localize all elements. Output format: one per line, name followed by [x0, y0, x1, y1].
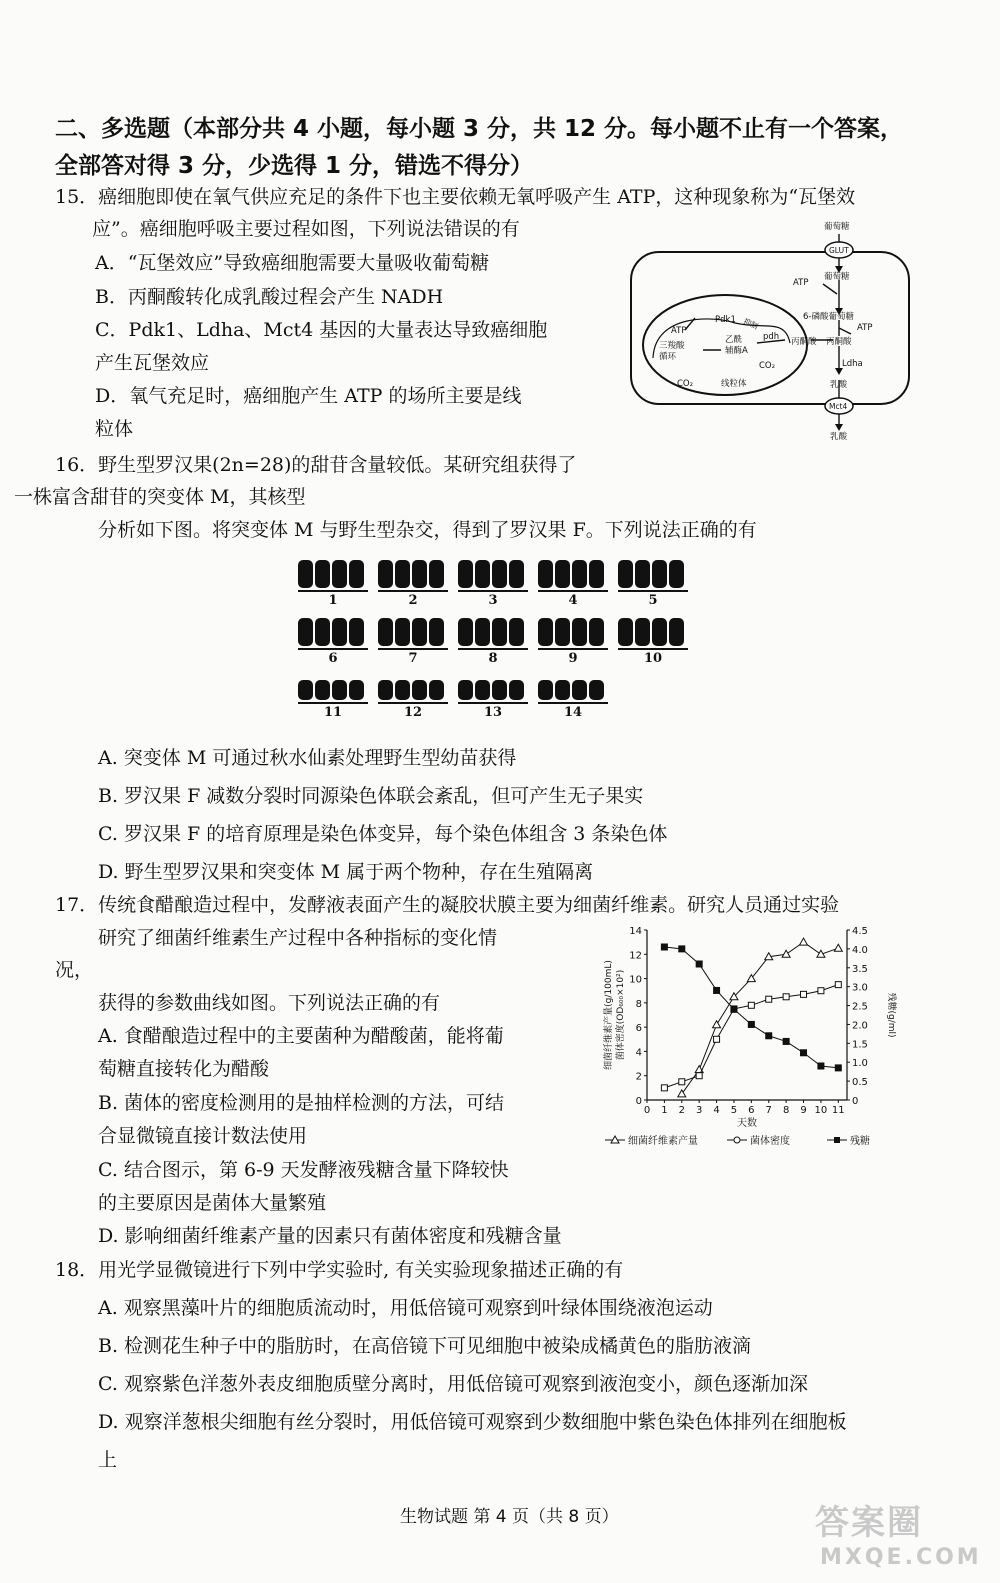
y-left-tick-label: 14 — [629, 926, 642, 937]
karyotype-figure — [290, 560, 710, 720]
y-axis-label-left: 细菌纤维素产量(g/100mL) — [604, 960, 614, 1070]
q17-option-d: D. 影响细菌纤维素产量的因素只有菌体密度和残糖含量 — [98, 1225, 562, 1247]
q16-option-d: D. 野生型罗汉果和突变体 M 属于两个物种，存在生殖隔离 — [98, 861, 594, 883]
x-tick-label: 4 — [713, 1105, 720, 1116]
chromosome — [429, 680, 444, 700]
q17-stem-line3: 况， — [55, 959, 94, 981]
q15-stem-line1: 15．癌细胞即使在氧气供应充足的条件下也主要依赖无氧呼吸产生 ATP，这种现象称为“瓦堡效 — [55, 186, 856, 208]
q16-option-b: B. 罗汉果 F 减数分裂时同源染色体联会紊乱，但可产生无子果实 — [98, 785, 644, 807]
chromosome — [492, 560, 507, 588]
label-ldha: Ldha — [842, 359, 863, 369]
data-point-sugar — [835, 1065, 841, 1071]
q15-option-c-line2: 产生瓦堡效应 — [95, 352, 210, 374]
legend-label: 菌体密度 — [750, 1136, 790, 1147]
chromosome — [378, 560, 393, 588]
karyotype-baseline — [458, 648, 528, 650]
chromosome — [429, 618, 444, 646]
q17-stem-line2: 研究了细菌纤维素生产过程中各种指标的变化情 — [98, 927, 498, 949]
label-pdh: pdh — [763, 332, 780, 342]
legend-marker-square — [834, 1137, 840, 1143]
label-glucose-outside: 葡萄糖 — [824, 222, 850, 232]
q16-stem-line1: 16．野生型罗汉果(2n=28)的甜苷含量较低。某研究组获得了 — [55, 454, 577, 476]
data-point-cellulose — [800, 938, 808, 945]
chromosome — [332, 680, 347, 700]
karyotype-baseline — [458, 702, 528, 704]
data-point-density — [661, 1085, 667, 1091]
chromosome — [475, 680, 490, 700]
karyotype-baseline — [538, 702, 608, 704]
label-pdk1: Pdk1 — [715, 315, 736, 325]
chromosome — [349, 560, 364, 588]
label-co2-2: CO₂ — [677, 379, 694, 389]
karyotype-group-1 — [298, 560, 370, 610]
y-right-tick-label: 4.5 — [852, 926, 868, 937]
karyotype-baseline — [378, 648, 448, 650]
label-tca-1: 三羧酸 — [659, 341, 685, 351]
watermark-url: MXQE.COM — [820, 1545, 982, 1570]
q17-option-a-line1: A. 食醋酿造过程中的主要菌种为醋酸菌，能将葡 — [98, 1025, 504, 1047]
data-point-density — [748, 1002, 754, 1008]
karyotype-label: 10 — [643, 651, 663, 666]
chromosome — [475, 618, 490, 646]
x-tick-label: 11 — [831, 1105, 845, 1116]
label-inhibit: 抑制 — [742, 316, 760, 332]
data-point-sugar — [696, 961, 702, 967]
karyotype-baseline — [378, 590, 448, 592]
x-tick-label: 3 — [695, 1105, 703, 1116]
chromosome — [572, 680, 587, 700]
y-axis-label-left-2: 菌体密度(OD₆₀₀×10²) — [616, 969, 626, 1061]
data-point-density — [835, 982, 841, 988]
karyotype-baseline — [378, 702, 448, 704]
chromosome — [555, 618, 570, 646]
series-line-1 — [664, 985, 838, 1088]
karyotype-group-4 — [538, 560, 610, 610]
karyotype-label: 7 — [408, 651, 418, 666]
x-axis-label: 天数 — [737, 1118, 757, 1129]
chromosome — [378, 680, 393, 700]
y-left-tick-label: 0 — [635, 1096, 642, 1107]
q17-stem-line1: 17．传统食醋酿造过程中，发酵液表面产生的凝胶状膜主要为细菌纤维素。研究人员通过实验 — [55, 894, 840, 916]
label-glucose-inside: 葡萄糖 — [824, 272, 850, 282]
q18-option-a: A. 观察黑藻叶片的细胞质流动时，用低倍镜可观察到叶绿体围绕液泡运动 — [98, 1297, 713, 1319]
chromosome — [315, 560, 330, 588]
chromosome — [669, 560, 684, 588]
data-point-sugar — [731, 1006, 737, 1012]
karyotype-label: 8 — [488, 651, 498, 666]
data-point-cellulose — [678, 1090, 686, 1097]
data-point-density — [818, 988, 824, 994]
karyotype-baseline — [618, 590, 688, 592]
karyotype-group-2 — [378, 560, 450, 610]
label-glut: GLUT — [829, 246, 849, 255]
data-point-cellulose — [834, 944, 842, 951]
chromosome — [395, 680, 410, 700]
data-point-sugar — [661, 944, 667, 950]
q16-stem-line2: 一株富含甜苷的突变体 M，其核型 — [14, 486, 306, 508]
chromosome — [412, 560, 427, 588]
q18-option-c: C. 观察紫色洋葱外表皮细胞质壁分离时，用低倍镜可观察到液泡变小，颜色逐渐加深 — [98, 1373, 808, 1395]
y-left-tick-label: 6 — [635, 1023, 642, 1035]
q16-option-c: C. 罗汉果 F 的培育原理是染色体变异，每个染色体组含 3 条染色体 — [98, 823, 668, 845]
chromosome — [429, 560, 444, 588]
karyotype-group-11 — [298, 672, 370, 722]
chromosome — [509, 680, 524, 700]
x-tick-label: 6 — [748, 1105, 755, 1116]
chromosome — [589, 618, 604, 646]
karyotype-group-7 — [378, 618, 450, 668]
chromosome — [315, 618, 330, 646]
label-atp-2: ATP — [857, 323, 873, 333]
chromosome — [458, 618, 473, 646]
karyotype-group-3 — [458, 560, 530, 610]
karyotype-label: 2 — [408, 593, 418, 608]
karyotype-baseline — [298, 648, 368, 650]
y-right-tick-label: 2.5 — [852, 1001, 868, 1013]
y-left-tick-label: 4 — [635, 1047, 642, 1059]
label-coa: 辅酶A — [725, 346, 748, 356]
y-right-tick-label: 4.0 — [852, 944, 868, 956]
q18-stem: 18．用光学显微镜进行下列中学实验时, 有关实验现象描述正确的有 — [55, 1259, 624, 1281]
data-point-sugar — [801, 1050, 807, 1056]
chromosome — [509, 560, 524, 588]
label-acetyl: 乙酰 — [725, 335, 743, 345]
y-right-tick-label: 2.0 — [852, 1020, 868, 1032]
chromosome — [458, 560, 473, 588]
karyotype-group-14 — [538, 672, 610, 722]
chromosome — [572, 560, 587, 588]
y-right-tick-label: 1.5 — [852, 1039, 868, 1051]
label-pyruvate-mito: 丙酮酸 — [791, 337, 817, 347]
x-tick-label: 1 — [661, 1105, 668, 1116]
karyotype-label: 3 — [488, 593, 498, 608]
label-tca-2: 循环 — [659, 352, 677, 362]
chromosome — [652, 618, 667, 646]
q17-option-b-line1: B. 菌体的密度检测用的是抽样检测的方法，可结 — [98, 1092, 505, 1114]
karyotype-label: 14 — [563, 705, 583, 720]
chromosome — [538, 560, 553, 588]
label-lactate-outside: 乳酸 — [830, 432, 848, 442]
label-pyruvate: 丙酮酸 — [826, 337, 852, 347]
y-right-tick-label: 0.5 — [852, 1077, 868, 1089]
q16-stem-line3: 分析如下图。将突变体 M 与野生型杂交，得到了罗汉果 F。下列说法正确的有 — [98, 519, 757, 541]
y-left-tick-label: 10 — [629, 974, 642, 986]
chromosome — [572, 618, 587, 646]
chromosome — [618, 560, 633, 588]
label-lactate-inside: 乳酸 — [830, 380, 848, 390]
label-mitochondrion: 线粒体 — [721, 379, 747, 389]
legend-label: 残糖 — [850, 1136, 870, 1147]
q17-option-c-line2: 的主要原因是菌体大量繁殖 — [98, 1192, 327, 1214]
q16-option-a: A. 突变体 M 可通过秋水仙素处理野生型幼苗获得 — [98, 747, 517, 769]
y-right-tick-label: 0 — [852, 1096, 859, 1107]
label-g6p: 6-磷酸葡萄糖 — [803, 312, 854, 322]
y-right-tick-label: 3.5 — [852, 963, 868, 975]
q15-option-a: A．“瓦堡效应”导致癌细胞需要大量吸收葡萄糖 — [95, 252, 490, 274]
q15-option-d-line1: D．氧气充足时，癌细胞产生 ATP 的场所主要是线 — [95, 385, 522, 407]
q18-option-b: B. 检测花生种子中的脂肪时，在高倍镜下可见细胞中被染成橘黄色的脂肪液滴 — [98, 1335, 752, 1357]
chromosome — [492, 618, 507, 646]
karyotype-group-13 — [458, 672, 530, 722]
label-atp-3: ATP — [671, 326, 687, 336]
data-point-sugar — [748, 1021, 754, 1027]
karyotype-label: 9 — [568, 651, 578, 666]
y-left-tick-label: 12 — [629, 950, 642, 962]
chromosome — [589, 680, 604, 700]
y-left-tick-label: 8 — [635, 998, 642, 1010]
page-footer: 生物试题 第 4 页（共 8 页） — [400, 1507, 619, 1527]
karyotype-group-10 — [618, 618, 690, 668]
y-axis-label-right: 残糖(g/ml) — [886, 992, 896, 1038]
legend-marker-circle — [734, 1137, 740, 1143]
chromosome — [349, 618, 364, 646]
q17-stem-line4: 获得的参数曲线如图。下列说法正确的有 — [98, 992, 441, 1014]
q17-option-c-line1: C. 结合图示，第 6-9 天发酵液残糖含量下降较快 — [98, 1159, 509, 1181]
q17-option-a-line2: 萄糖直接转化为醋酸 — [98, 1058, 270, 1080]
karyotype-baseline — [618, 648, 688, 650]
chromosome — [412, 680, 427, 700]
section-title-line1: 二、多选题（本部分共 4 小题，每小题 3 分，共 12 分。每小题不止有一个答案， — [55, 116, 904, 142]
karyotype-group-8 — [458, 618, 530, 668]
chromosome — [555, 680, 570, 700]
karyotype-baseline — [538, 590, 608, 592]
chromosome — [315, 680, 330, 700]
q15-option-d-line2: 粒体 — [95, 418, 134, 440]
x-tick-label: 10 — [814, 1105, 828, 1116]
chromosome — [378, 618, 393, 646]
label-mct4: Mct4 — [829, 402, 848, 411]
chromosome — [538, 618, 553, 646]
karyotype-label: 5 — [648, 593, 658, 608]
data-point-density — [801, 991, 807, 997]
karyotype-label: 13 — [483, 705, 503, 720]
watermark-logo: 答案圈 — [815, 1503, 923, 1543]
chromosome — [395, 560, 410, 588]
karyotype-group-5 — [618, 560, 690, 610]
y-right-tick-label: 1.0 — [852, 1058, 868, 1070]
karyotype-label: 4 — [568, 593, 578, 608]
chromosome — [509, 618, 524, 646]
chromosome — [458, 680, 473, 700]
chromosome — [332, 560, 347, 588]
data-point-cellulose — [782, 950, 790, 957]
chromosome — [349, 680, 364, 700]
karyotype-group-6 — [298, 618, 370, 668]
y-left-tick-label: 2 — [635, 1071, 642, 1083]
q15-option-c-line1: C．Pdk1、Ldha、Mct4 基因的大量表达导致癌细胞 — [95, 319, 548, 341]
chromosome — [589, 560, 604, 588]
q17-option-b-line2: 合显微镜直接计数法使用 — [98, 1125, 308, 1147]
data-point-sugar — [766, 1033, 772, 1039]
chromosome — [538, 680, 553, 700]
data-point-density — [766, 996, 772, 1002]
chromosome — [669, 618, 684, 646]
data-point-density — [696, 1073, 702, 1079]
section-title-line2: 全部答对得 3 分，少选得 1 分，错选不得分） — [55, 153, 534, 179]
legend-label: 细菌纤维素产量 — [628, 1136, 698, 1147]
x-tick-label: 5 — [730, 1105, 738, 1116]
x-tick-label: 8 — [782, 1105, 790, 1116]
q18-option-d-line2: 上 — [98, 1449, 118, 1471]
chromosome — [298, 680, 313, 700]
chromosome — [412, 618, 427, 646]
data-point-density — [714, 1036, 720, 1042]
chromosome — [298, 560, 313, 588]
karyotype-group-9 — [538, 618, 610, 668]
x-tick-label: 0 — [643, 1105, 651, 1116]
chromosome — [475, 560, 490, 588]
q15-option-b: B．丙酮酸转化成乳酸过程会产生 NADH — [95, 286, 444, 308]
karyotype-group-12 — [378, 672, 450, 722]
label-co2-1: CO₂ — [759, 361, 776, 371]
karyotype-label: 12 — [403, 705, 423, 720]
data-point-density — [679, 1079, 685, 1085]
data-point-density — [783, 994, 789, 1000]
fermentation-chart — [595, 918, 905, 1158]
y-right-tick-label: 3.0 — [852, 982, 868, 994]
karyotype-baseline — [458, 590, 528, 592]
chromosome — [298, 618, 313, 646]
data-point-sugar — [783, 1038, 789, 1044]
cell-respiration-diagram — [625, 218, 915, 443]
q15-stem-line2: 应”。癌细胞呼吸主要过程如图，下列说法错误的有 — [92, 218, 520, 240]
chromosome — [618, 618, 633, 646]
karyotype-baseline — [298, 590, 368, 592]
chromosome — [555, 560, 570, 588]
chromosome — [492, 680, 507, 700]
data-point-sugar — [818, 1063, 824, 1069]
data-point-cellulose — [713, 1021, 721, 1028]
data-point-sugar — [679, 946, 685, 952]
label-atp-1: ATP — [793, 278, 809, 288]
karyotype-baseline — [538, 648, 608, 650]
x-tick-label: 7 — [765, 1105, 772, 1116]
x-tick-label: 9 — [800, 1105, 807, 1116]
series-line-0 — [682, 942, 839, 1094]
karyotype-baseline — [298, 702, 368, 704]
karyotype-label: 1 — [328, 593, 338, 608]
chromosome — [395, 618, 410, 646]
chromosome — [635, 560, 650, 588]
chromosome — [652, 560, 667, 588]
karyotype-label: 6 — [328, 651, 338, 666]
chromosome — [332, 618, 347, 646]
x-tick-label: 2 — [678, 1105, 685, 1116]
karyotype-label: 11 — [323, 705, 343, 720]
q18-option-d-line1: D. 观察洋葱根尖细胞有丝分裂时，用低倍镜可观察到少数细胞中紫色染色体排列在细胞板 — [98, 1411, 847, 1433]
data-point-sugar — [714, 987, 720, 993]
chromosome — [635, 618, 650, 646]
